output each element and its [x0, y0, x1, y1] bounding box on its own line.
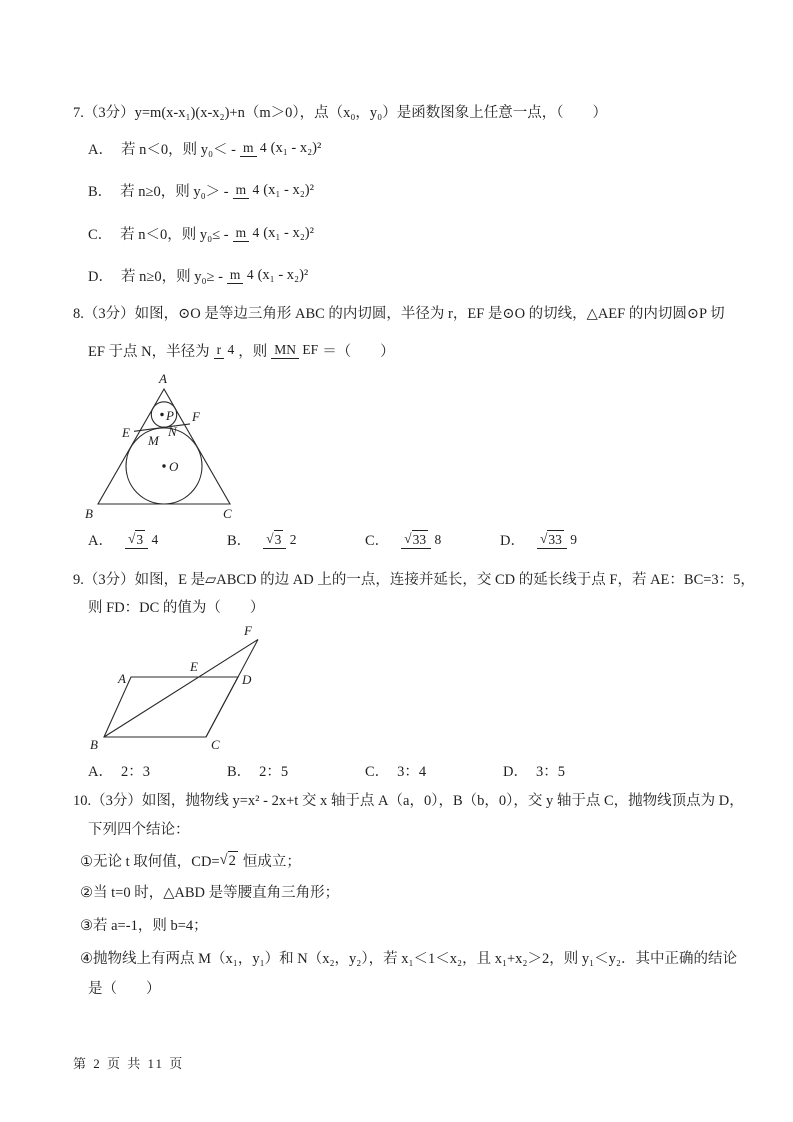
fraction-denominator: 4 [252, 225, 260, 241]
q9-option-d-label: D． [503, 764, 528, 780]
fraction-denominator: 8 [434, 532, 442, 548]
q8-option-b [227, 520, 300, 558]
fraction-denominator: 4 [227, 342, 235, 358]
q10-conclusion-1-pre: ①无论 t 取何值，CD= [80, 853, 220, 870]
radicand: 2 [228, 852, 236, 869]
radicand: 3 [136, 532, 144, 548]
fraction-denominator: 2 [289, 532, 297, 548]
q8-option-a [88, 520, 162, 558]
q8-option-a-label: A． [88, 532, 113, 549]
fraction-m-over-4 [240, 140, 267, 156]
q8-option-d-label: D． [500, 532, 525, 549]
fraction-r-over-4 [214, 342, 235, 358]
q7-option-c [88, 216, 314, 250]
fraction-numerator: MN [271, 342, 299, 359]
fraction-mn-over-ef [271, 342, 318, 358]
radicand: 33 [412, 532, 427, 548]
radicand: 3 [274, 532, 282, 548]
q8-stem-line1: 8.（3分）如图，⊙O 是等边三角形 ABC 的内切圆，半径为 r，EF 是⊙O 的切线，△AEF 的内切圆⊙P 切 [73, 306, 725, 322]
q7-option-a-tail: (x₁ - x₂)² [270, 139, 322, 156]
q7-option-d-text: 若 n≥0，则 y₀≥ - [120, 268, 223, 285]
q7-option-b [88, 173, 314, 207]
point-label-f: F [244, 623, 252, 638]
page-footer: 第 2 页 共 11 页 [73, 1056, 185, 1071]
q9-figure [75, 620, 290, 758]
center-label-p: P [166, 408, 174, 423]
q7-option-a-text: 若 n＜0，则 y₀＜ - [120, 141, 236, 158]
vertex-label-b: B [85, 506, 93, 521]
sqrt-fraction [125, 530, 158, 548]
vertex-label-d: D [242, 672, 252, 687]
sqrt-fraction [537, 530, 577, 548]
sqrt-2 [220, 851, 238, 870]
fraction-numerator: m [233, 182, 250, 199]
q9-stem-line1: 9.（3分）如图，E 是▱ABCD 的边 AD 上的一点，连接并延长，交 CD 的延长线于点 F，若 AE：BC=3：5， [73, 572, 755, 588]
q9-option-b-value: 2：5 [259, 764, 289, 780]
q10-conclusion-4: ④抛物线上有两点 M（x₁，y₁）和 N（x₂，y₂），若 x₁＜1＜x₂，且 x₁+x₂＞2，则 y₁＜y₂．其中正确的结论 [80, 951, 737, 967]
q7-option-c-label: C． [88, 226, 113, 243]
q7-option-c-text: 若 n＜0，则 y₀≤ - [120, 226, 229, 243]
fraction-denominator: 4 [151, 532, 159, 548]
fraction-numerator: r [214, 342, 225, 359]
q7-option-c-tail: (x₁ - x₂)² [263, 224, 314, 241]
q10-answer-blank: 是（ ） [88, 981, 161, 997]
q10-conclusion-1-post: 恒成立； [242, 853, 301, 870]
sqrt-fraction [263, 530, 296, 548]
vertex-label-a: A [159, 371, 167, 386]
radical-icon: √ [404, 531, 412, 547]
q10-stem-line2: 下列四个结论： [88, 822, 190, 838]
line-b-to-f [104, 640, 258, 738]
line-c-to-f [206, 640, 258, 738]
q10-conclusion-3: ③若 a=-1，则 b=4； [80, 918, 208, 934]
q7-option-b-tail: (x₁ - x₂)² [263, 181, 314, 198]
q9-option-d [503, 760, 565, 781]
fraction-denominator: 9 [570, 532, 578, 548]
radical-icon: √ [219, 851, 228, 868]
fraction-numerator: m [233, 225, 250, 242]
q7-option-a [88, 131, 321, 165]
vertex-label-b: B [90, 737, 98, 752]
q9-option-c-label: C． [365, 764, 390, 780]
q7-option-a-label: A． [88, 141, 113, 158]
center-dot-p [160, 413, 163, 416]
fraction-numerator: m [227, 267, 244, 284]
q8-stem-line2-post: ＝（ ） [322, 343, 395, 360]
q9-option-a [88, 760, 150, 781]
fraction-denominator: 4 [252, 182, 260, 198]
q10-stem-line1: 10.（3分）如图，抛物线 y=x² - 2x+t 交 x 轴于点 A（a，0），B（b，0），交 y 轴于点 C，抛物线顶点为 D， [73, 793, 744, 809]
q9-option-d-value: 3：5 [535, 764, 565, 780]
q9-option-c-value: 3：4 [397, 764, 427, 780]
q9-option-c [365, 760, 426, 781]
radical-icon: √ [266, 531, 274, 547]
q9-option-b-label: B． [227, 764, 252, 780]
fraction-m-over-4 [227, 267, 254, 283]
q7-option-d [88, 258, 308, 292]
fraction-denominator: 4 [246, 267, 254, 283]
radical-icon: √ [539, 531, 548, 547]
q10-conclusion-1 [80, 846, 301, 874]
q7-option-d-label: D． [88, 268, 113, 285]
q8-figure [76, 369, 246, 521]
center-dot-o [162, 464, 165, 467]
vertex-label-c: C [223, 506, 232, 521]
point-label-e: E [122, 425, 130, 440]
point-label-e: E [190, 659, 198, 674]
center-label-o: O [169, 459, 179, 474]
radicand: 33 [548, 532, 562, 548]
fraction-denominator: 4 [259, 140, 267, 156]
radical-icon: √ [127, 531, 136, 547]
vertex-label-c: C [211, 737, 220, 752]
point-label-n: N [168, 424, 177, 439]
q8-stem-line2 [88, 333, 395, 367]
q8-option-b-label: B． [227, 532, 252, 549]
fraction-numerator: m [240, 140, 257, 157]
fraction-denominator: EF [302, 342, 319, 358]
parallelogram-adcb [104, 677, 238, 737]
q8-option-d [500, 520, 581, 558]
q9-option-a-label: A． [88, 764, 113, 780]
fraction-m-over-4 [233, 182, 260, 198]
point-label-m: M [148, 433, 159, 448]
q7-option-b-label: B． [88, 183, 113, 200]
q7-stem: 7.（3分）y=m(x-x₁)(x-x₂)+n（m＞0），点（x₀，y₀）是函数图象上任意一点，（ ） [73, 105, 607, 121]
q9-stem-line2: 则 FD：DC 的值为（ ） [88, 600, 265, 616]
q7-option-d-tail: (x₁ - x₂)² [257, 266, 309, 283]
q9-option-a-value: 2：3 [120, 764, 150, 780]
q8-option-c [365, 520, 445, 558]
q8-stem-line2-mid: ，则 [238, 343, 268, 360]
q7-option-b-text: 若 n≥0，则 y₀＞ - [120, 183, 229, 200]
q8-stem-line2-pre: EF 于点 N，半径为 [88, 343, 210, 360]
q9-option-b [227, 760, 288, 781]
q8-option-c-label: C． [365, 532, 390, 549]
sqrt-fraction [401, 530, 441, 548]
triangle-abc [98, 389, 230, 504]
vertex-label-a: A [118, 671, 126, 686]
point-label-f: F [192, 409, 200, 424]
q10-conclusion-2: ②当 t=0 时，△ABD 是等腰直角三角形； [80, 885, 340, 901]
fraction-m-over-4 [233, 225, 260, 241]
